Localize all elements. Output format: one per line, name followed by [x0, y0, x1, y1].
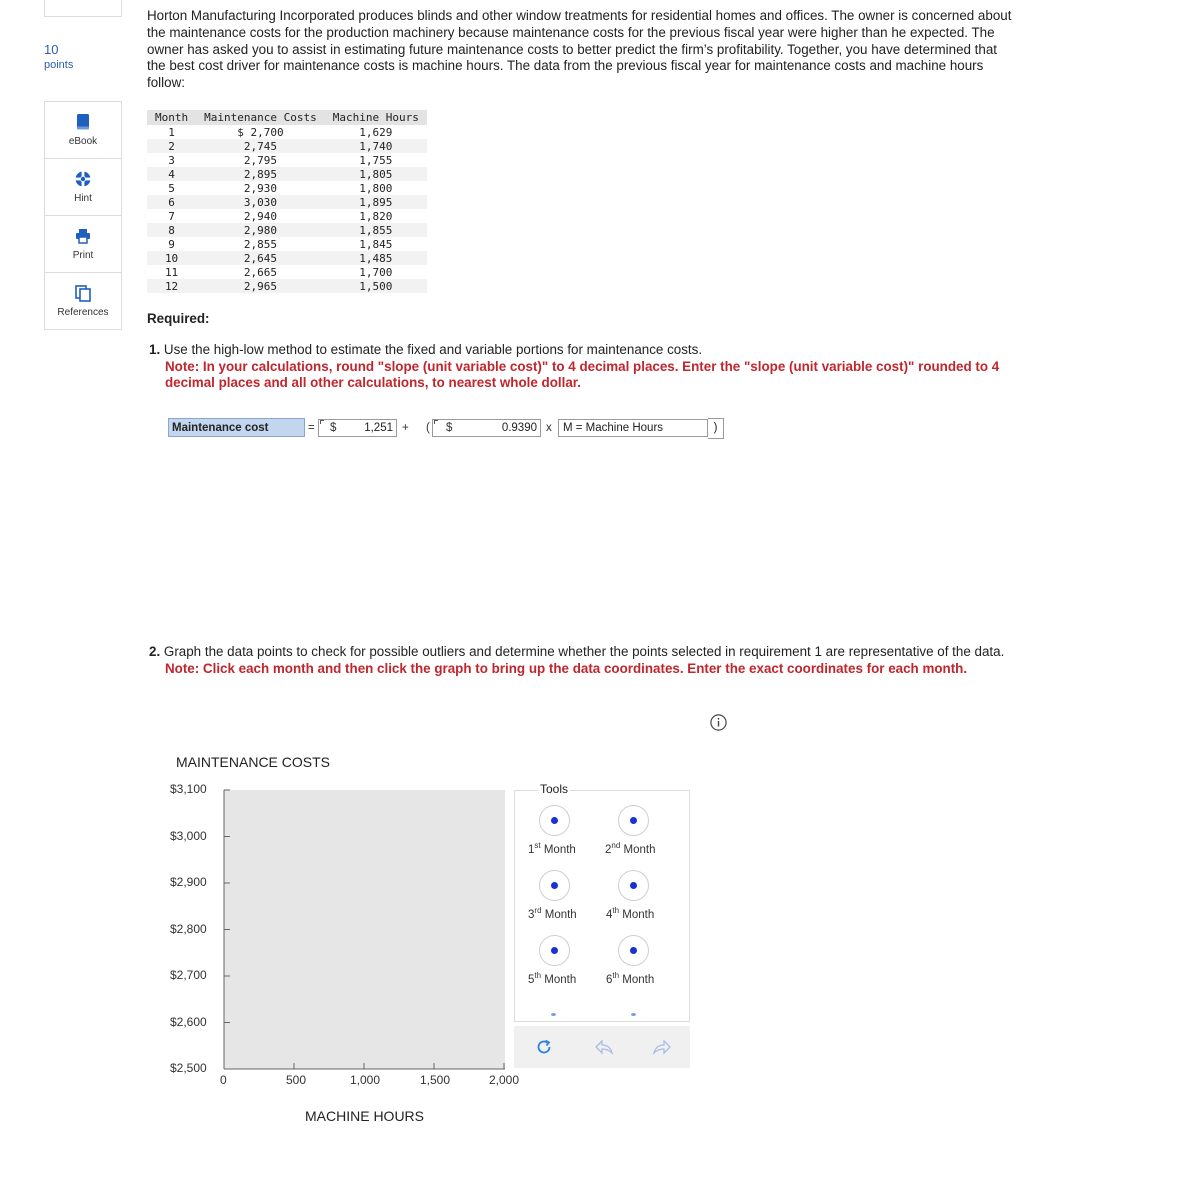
column-header-maintenance-costs: Maintenance Costs	[196, 110, 325, 125]
x-tick-label: 2,000	[489, 1073, 520, 1087]
plus-sign: +	[402, 422, 409, 434]
tool-action-bar	[514, 1026, 690, 1068]
resource-sidebar	[44, 101, 122, 330]
cell-hours: 1,629	[359, 125, 393, 139]
question-number: 1.	[149, 342, 161, 357]
question-number: 2.	[149, 644, 161, 659]
chart-title: MAINTENANCE COSTS	[176, 754, 331, 770]
cell-cost: 2,980	[196, 223, 325, 237]
cell-cost: 2,940	[243, 209, 277, 223]
sidebar-item-print[interactable]	[45, 216, 121, 273]
point-marker-icon	[630, 817, 637, 824]
tools-title: Tools	[540, 782, 569, 796]
close-paren: )	[713, 422, 718, 434]
required-heading: Required:	[147, 311, 210, 326]
table-row	[147, 139, 427, 153]
table-row	[147, 167, 427, 181]
cell-cost: 3,030	[196, 195, 325, 209]
x-tick-label: 1,000	[350, 1073, 381, 1087]
chart-axes	[160, 780, 540, 1100]
tool-month-1-label: 1st Month	[528, 841, 576, 856]
x-tick-label: 500	[286, 1073, 307, 1087]
driver-select[interactable]: M = Machine Hours	[558, 419, 708, 437]
y-tick-label: $2,600	[170, 1015, 207, 1029]
sidebar-item-label: Print	[72, 250, 94, 261]
tool-month-3-label: 3rd Month	[528, 906, 577, 921]
cell-hours: 1,485	[325, 251, 427, 265]
column-header-month: Month	[147, 110, 196, 125]
dollar-sign: $	[446, 422, 453, 434]
tool-month-1-button[interactable]	[539, 805, 570, 836]
undo-icon[interactable]	[594, 1039, 614, 1055]
cell-hours: 1,800	[359, 181, 393, 195]
cell-hours: 1,740	[325, 139, 427, 153]
point-marker-icon	[551, 947, 558, 954]
point-marker-icon	[551, 817, 558, 824]
tool-month-8-peek	[631, 1013, 636, 1016]
cell-month: 8	[147, 223, 196, 237]
close-paren-box	[708, 418, 724, 439]
y-tick-label: $2,700	[170, 968, 207, 982]
cell-hours: 1,805	[325, 167, 427, 181]
question-note: Note: Click each month and then click the graph to bring up the data coordinates. Enter the exact coordinates for each month.	[165, 660, 968, 676]
question-2	[149, 644, 1019, 677]
problem-intro: Horton Manufacturing Incorporated produces blinds and other window treatments for residential homes and offices. The owner is concerned about the maintenance costs for the production machinery because maintenance costs for the previous fiscal year were higher than he expected. The owner has asked you to assist in estimating future maintenance costs to better predict the firm’s profitability. Together, you have determined that the best cost driver for maintenance costs is machine hours. The data from the previous fiscal year for maintenance costs and machine hours follow:	[147, 8, 1012, 91]
cell-cost: $ 2,700	[237, 125, 284, 139]
cell-cost: 2,930	[243, 181, 277, 195]
printer-icon	[74, 227, 92, 245]
cell-hours: 1,820	[359, 209, 393, 223]
y-tick-label: $2,900	[170, 875, 207, 889]
cell-month: 12	[147, 279, 196, 293]
sidebar-item-references[interactable]	[45, 273, 121, 329]
cell-cost: 2,745	[196, 139, 325, 153]
point-marker-icon	[630, 947, 637, 954]
cell-month: 10	[147, 251, 196, 265]
table-row	[147, 125, 427, 139]
question-text: Graph the data points to check for possible outliers and determine whether the points selected in requirement 1 are representative of the data.	[163, 644, 1005, 659]
point-marker-icon	[551, 882, 558, 889]
table-row	[147, 209, 427, 223]
cell-cost: 2,645	[196, 251, 325, 265]
cell-month: 11	[164, 265, 179, 279]
cost-equation	[168, 418, 724, 439]
equals-sign: =	[308, 422, 315, 434]
tool-month-3-button[interactable]	[539, 870, 570, 901]
question-note: Note: In your calculations, round "slope (unit variable cost)" to 4 decimal places. Enter the "slope (unit variable cost)" rounded to 4 decimal places and all other calculations, to nearest whole dollar.	[165, 358, 1000, 391]
tool-month-5-label: 5th Month	[528, 971, 577, 986]
tool-month-6-label: 6th Month	[606, 971, 655, 986]
cell-month: 3	[168, 153, 175, 167]
table-row	[147, 265, 427, 279]
table-row	[147, 279, 427, 293]
cell-month: 7	[168, 209, 175, 223]
cell-hours: 1,755	[359, 153, 393, 167]
y-tick-label: $2,500	[170, 1061, 207, 1075]
dollar-sign: $	[330, 422, 337, 434]
cell-month: 9	[168, 237, 175, 251]
tool-month-5-button[interactable]	[539, 935, 570, 966]
cell-cost: 2,855	[243, 237, 277, 251]
open-paren: (	[426, 422, 430, 434]
variable-cost-input[interactable]	[432, 419, 541, 437]
sidebar-item-label: Hint	[74, 193, 92, 204]
points-label: points	[44, 59, 74, 71]
tool-month-2-button[interactable]	[618, 805, 649, 836]
point-marker-icon	[630, 882, 637, 889]
info-icon[interactable]	[710, 714, 727, 731]
cell-month: 4	[147, 167, 196, 181]
tool-month-4-label: 4th Month	[606, 906, 655, 921]
question-text: Use the high-low method to estimate the fixed and variable portions for maintenance costs.	[163, 342, 703, 357]
cell-hours: 1,895	[325, 195, 427, 209]
driver-box	[558, 418, 708, 439]
variable-cost-box	[432, 418, 541, 439]
x-axis-title: MACHINE HOURS	[305, 1108, 425, 1124]
x-tick-label: 0	[220, 1073, 227, 1087]
reset-icon[interactable]	[535, 1038, 553, 1056]
cell-hours: 1,845	[359, 237, 393, 251]
data-table	[147, 110, 427, 293]
fixed-cost-box	[318, 418, 397, 439]
table-row	[147, 223, 427, 237]
times-sign: x	[546, 422, 552, 434]
y-tick-label: $3,000	[170, 829, 207, 843]
cell-month: 6	[147, 195, 196, 209]
y-tick-label: $2,800	[170, 922, 207, 936]
table-row	[147, 195, 427, 209]
sidebar-item-ebook[interactable]	[45, 102, 121, 159]
tool-month-7-peek	[551, 1013, 556, 1016]
equation-label: Maintenance cost	[168, 418, 305, 437]
table-row	[147, 251, 427, 265]
sidebar-item-label: eBook	[68, 136, 98, 147]
table-row	[147, 181, 427, 195]
cell-hours: 1,700	[359, 265, 393, 279]
table-row	[147, 237, 427, 251]
redo-icon[interactable]	[652, 1039, 672, 1055]
question-1	[149, 342, 1019, 392]
y-tick-label: $3,100	[170, 782, 207, 796]
fixed-cost-input[interactable]	[318, 419, 397, 437]
cell-cost: 2,795	[243, 153, 277, 167]
sidebar-item-label: References	[57, 307, 109, 318]
cell-cost: 2,895	[196, 167, 325, 181]
column-header-machine-hours: Machine Hours	[325, 110, 427, 125]
x-tick-label: 1,500	[420, 1073, 451, 1087]
documents-icon	[74, 284, 92, 302]
cell-hours: 1,500	[325, 279, 427, 293]
cell-cost: 2,965	[196, 279, 325, 293]
tool-month-6-button[interactable]	[618, 935, 649, 966]
points-value: 10	[44, 42, 59, 57]
book-icon	[74, 113, 92, 131]
tool-month-2-label: 2nd Month	[605, 841, 656, 856]
table-row	[147, 153, 427, 167]
sidebar-item-hint[interactable]	[45, 159, 121, 216]
cell-cost: 2,665	[243, 265, 277, 279]
cell-month: 5	[168, 181, 175, 195]
cell-month: 1	[168, 125, 175, 139]
cell-month: 2	[147, 139, 196, 153]
tool-month-4-button[interactable]	[618, 870, 649, 901]
previous-panel-edge	[44, 0, 122, 17]
lifebuoy-icon	[74, 170, 92, 188]
cell-hours: 1,855	[325, 223, 427, 237]
